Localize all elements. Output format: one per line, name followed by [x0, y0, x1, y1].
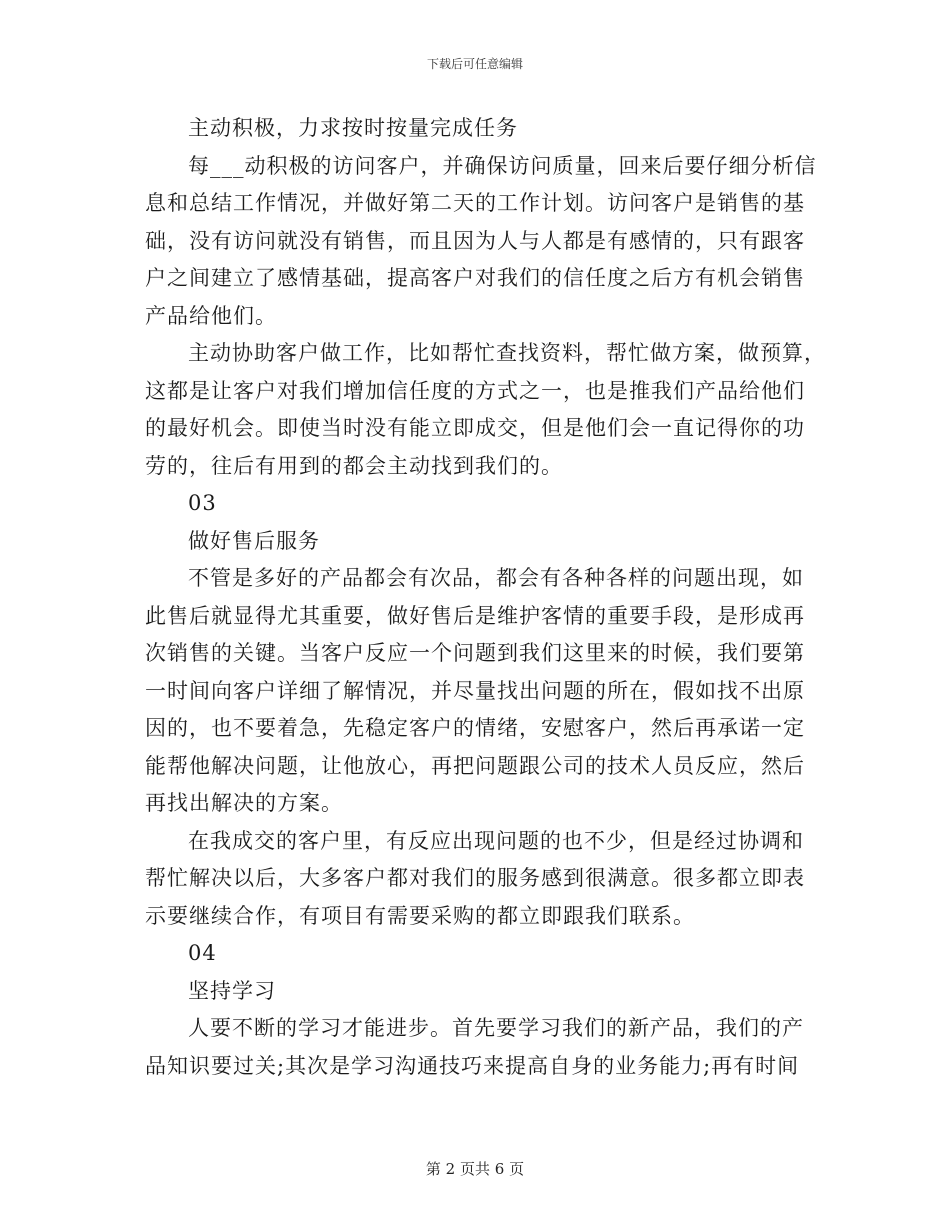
paragraph-line: 次销售的关键。当客户反应一个问题到我们这里来的时候，我们要第	[145, 641, 805, 665]
paragraph-line: 不管是多好的产品都会有次品，都会有各种各样的问题出现，如	[188, 566, 804, 590]
paragraph-line: 息和总结工作情况，并做好第二天的工作计划。访问客户是销售的基	[145, 191, 805, 215]
paragraph-line: 在我成交的客户里，有反应出现问题的也不少，但是经过协调和	[188, 828, 804, 853]
section-heading: 坚持学习	[188, 978, 276, 1003]
paragraph-line: 示要继续合作，有项目有需要采购的都立即跟我们联系。	[145, 903, 695, 928]
section-number: 03	[188, 491, 217, 515]
paragraph-line: 劳的，往后有用到的都会主动找到我们的。	[145, 453, 563, 478]
section-heading: 主动积极，力求按时按量完成任务	[188, 116, 518, 140]
paragraph-line: 此售后就显得尤其重要，做好售后是维护客情的重要手段，是形成再	[145, 603, 805, 628]
document-body	[145, 110, 826, 1085]
paragraph-line: 这都是让客户对我们增加信任度的方式之一，也是推我们产品给他们	[145, 378, 805, 403]
paragraph-line: 产品给他们。	[145, 303, 277, 328]
paragraph-line: 品知识要过关;其次是学习沟通技巧来提高自身的业务能力;再有时间	[145, 1053, 800, 1078]
page-footer: 第 2 页共 6 页	[425, 1160, 525, 1178]
paragraph-line: 因的，也不要着急，先稳定客户的情绪，安慰客户，然后再承诺一定	[145, 716, 805, 740]
paragraph-line: 户之间建立了感情基础，提高客户对我们的信任度之后方有机会销售	[145, 266, 805, 290]
paragraph-line: 再找出解决的方案。	[145, 791, 343, 815]
paragraph-line: 一时间向客户详细了解情况，并尽量找出问题的所在，假如找不出原	[145, 678, 805, 703]
paragraph-line: 人要不断的学习才能进步。首先要学习我们的新产品，我们的产	[188, 1016, 804, 1040]
paragraph-line: 础，没有访问就没有销售，而且因为人与人都是有感情的，只有跟客	[145, 228, 805, 253]
paragraph-line: 每___动积极的访问客户，并确保访问质量，回来后要仔细分析信	[188, 153, 817, 178]
paragraph-line: 的最好机会。即使当时没有能立即成交，但是他们会一直记得你的功	[145, 416, 805, 440]
paragraph-line: 帮忙解决以后，大多客户都对我们的服务感到很满意。很多都立即表	[145, 866, 805, 890]
paragraph-line: 主动协助客户做工作，比如帮忙查找资料，帮忙做方案，做预算，	[188, 341, 826, 365]
paragraph-line: 能帮他解决问题，让他放心，再把问题跟公司的技术人员反应，然后	[145, 753, 805, 778]
section-number: 04	[188, 941, 217, 965]
section-heading: 做好售后服务	[188, 528, 320, 553]
page-header: 下载后可任意编辑	[426, 57, 523, 71]
